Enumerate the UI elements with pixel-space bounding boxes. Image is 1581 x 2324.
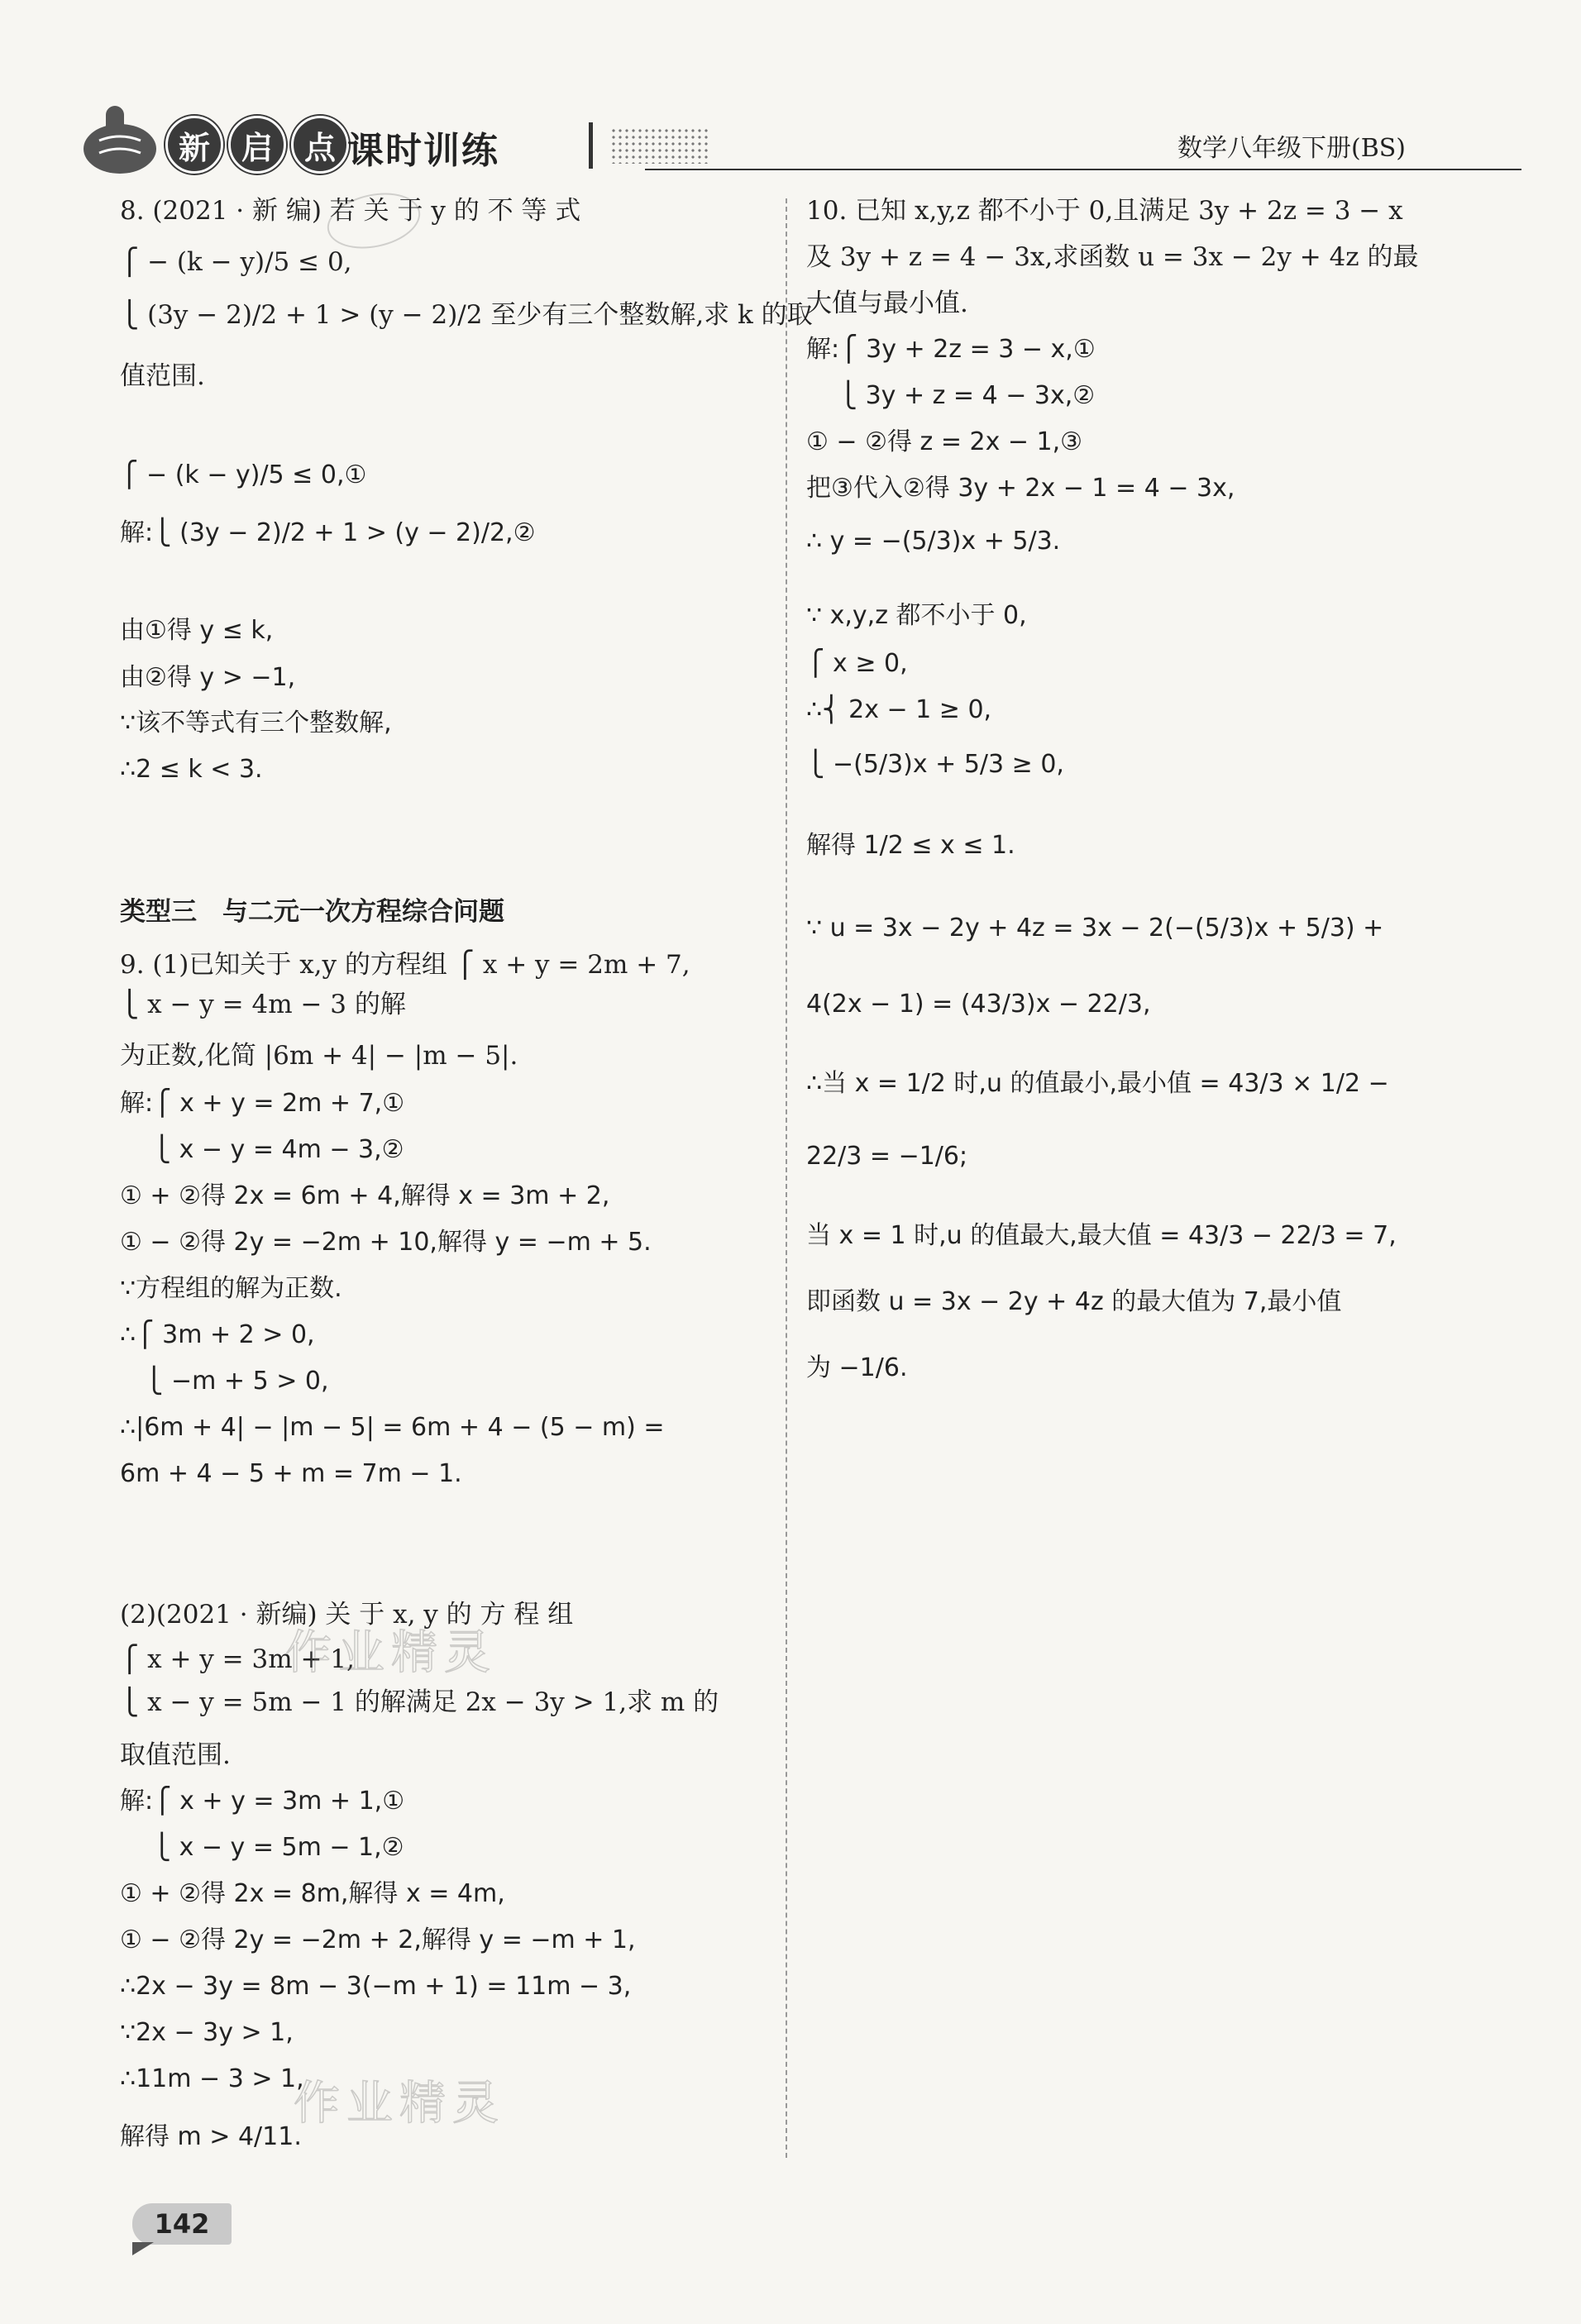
q9b-sol-4: ① − ②得 2y = −2m + 2,解得 y = −m + 1,	[120, 1926, 636, 1954]
q9b-line-2: ⎧ x + y = 3m + 1,	[120, 1644, 355, 1674]
q8-sol-1: ⎧ − (k − y)/5 ≤ 0,①	[120, 461, 367, 489]
q10-sol-1: 解:⎧ 3y + 2z = 3 − x,①	[806, 335, 1096, 364]
brand-char-3: 点	[291, 116, 349, 174]
q9a-sol-6: ∴⎧ 3m + 2 > 0,	[120, 1320, 315, 1349]
q9b-line-1: (2)(2021 · 新编) 关 于 x, y 的 方 程 组	[120, 1600, 574, 1630]
header-rule	[645, 169, 1521, 170]
brand-char-2: 启	[228, 116, 286, 174]
q8-line-2: ⎧ − (k − y)/5 ≤ 0,	[120, 247, 352, 277]
q10-sol-11: ∵ u = 3x − 2y + 4z = 3x − 2(−(5/3)x + 5/3) +	[806, 914, 1384, 942]
q9b-sol-2: ⎩ x − y = 5m − 1,②	[120, 1833, 404, 1862]
q10-sol-3: ① − ②得 z = 2x − 1,③	[806, 427, 1083, 456]
brand-char-1: 新	[165, 116, 223, 174]
q10-sol-12: 4(2x − 1) = (43/3)x − 22/3,	[806, 990, 1151, 1019]
q8-sol-6: ∴2 ≤ k < 3.	[120, 755, 263, 784]
q9a-line-1: 9. (1)已知关于 x,y 的方程组 ⎧ x + y = 2m + 7,	[120, 950, 690, 980]
q9a-line-3: 为正数,化简 |6m + 4| − |m − 5|.	[120, 1041, 518, 1071]
q9a-sol-5: ∵方程组的解为正数.	[120, 1274, 342, 1303]
q9b-sol-8: 解得 m > 4/11.	[120, 2122, 302, 2151]
q8-line-1: 8. (2021 · 新 编) 若 关 于 y 的 不 等 式	[120, 196, 581, 226]
q10-sol-9: ⎩ −(5/3)x + 5/3 ≥ 0,	[806, 750, 1064, 779]
q9a-sol-3: ① + ②得 2x = 6m + 4,解得 x = 3m + 2,	[120, 1181, 610, 1210]
q9a-sol-9: 6m + 4 − 5 + m = 7m − 1.	[120, 1459, 462, 1488]
q9b-sol-1: 解:⎧ x + y = 3m + 1,①	[120, 1787, 405, 1816]
q9b-sol-6: ∵2x − 3y > 1,	[120, 2018, 294, 2047]
q9b-line-4: 取值范围.	[120, 1740, 231, 1770]
brand-logo	[165, 116, 349, 174]
q9a-sol-2: ⎩ x − y = 4m − 3,②	[120, 1135, 404, 1164]
page-header	[74, 91, 1447, 182]
q10-sol-10: 解得 1/2 ≤ x ≤ 1.	[806, 831, 1015, 860]
q9b-sol-3: ① + ②得 2x = 8m,解得 x = 4m,	[120, 1879, 505, 1908]
q10-sol-16: 即函数 u = 3x − 2y + 4z 的最大值为 7,最小值	[806, 1287, 1342, 1316]
thumbs-up-icon	[74, 91, 165, 182]
q10-sol-2: ⎩ 3y + z = 4 − 3x,②	[806, 381, 1096, 410]
page-number: 142	[132, 2203, 232, 2245]
q9a-sol-4: ① − ②得 2y = −2m + 10,解得 y = −m + 5.	[120, 1228, 652, 1257]
section-heading: 类型三 与二元一次方程综合问题	[120, 897, 504, 927]
q10-sol-13: ∴当 x = 1/2 时,u 的值最小,最小值 = 43/3 × 1/2 −	[806, 1069, 1389, 1098]
q8-sol-3: 由①得 y ≤ k,	[120, 616, 274, 645]
q8-sol-5: ∵该不等式有三个整数解,	[120, 709, 392, 737]
q9a-sol-1: 解:⎧ x + y = 2m + 7,①	[120, 1089, 405, 1118]
q10-sol-14: 22/3 = −1/6;	[806, 1142, 968, 1171]
q10-line-1: 10. 已知 x,y,z 都不小于 0,且满足 3y + 2z = 3 − x	[806, 196, 1403, 226]
q10-sol-17: 为 −1/6.	[806, 1353, 908, 1382]
q8-line-3: ⎩ (3y − 2)/2 + 1 > (y − 2)/2 至少有三个整数解,求 k 的取	[120, 300, 813, 330]
q9a-sol-7: ⎩ −m + 5 > 0,	[120, 1367, 329, 1396]
watermark-2: 作业精灵	[294, 2077, 505, 2131]
q10-sol-4: 把③代入②得 3y + 2x − 1 = 4 − 3x,	[806, 474, 1235, 503]
brand-divider	[589, 122, 593, 169]
watermark-1: 作业精灵	[285, 1626, 497, 1680]
dot-pattern	[610, 127, 709, 164]
q10-sol-7: ⎧ x ≥ 0,	[806, 649, 908, 678]
q9b-line-3: ⎩ x − y = 5m − 1 的解满足 2x − 3y > 1,求 m 的	[120, 1687, 719, 1717]
q9b-sol-7: ∴11m − 3 > 1,	[120, 2064, 304, 2093]
q9a-line-2: ⎩ x − y = 4m − 3 的解	[120, 990, 406, 1019]
q10-line-2: 及 3y + z = 4 − 3x,求函数 u = 3x − 2y + 4z 的最	[806, 242, 1419, 272]
q8-line-4: 值范围.	[120, 361, 205, 391]
brand-title: 课时训练	[347, 130, 499, 172]
q10-sol-8: ∴⎨ 2x − 1 ≥ 0,	[806, 695, 992, 724]
q10-sol-6: ∵ x,y,z 都不小于 0,	[806, 601, 1027, 630]
q10-line-3: 大值与最小值.	[806, 289, 968, 318]
column-divider	[786, 198, 787, 2158]
q9a-sol-8: ∴|6m + 4| − |m − 5| = 6m + 4 − (5 − m) =	[120, 1413, 665, 1442]
book-name: 数学八年级下册(BS)	[1177, 134, 1406, 163]
page-number-tab	[132, 2242, 154, 2255]
q10-sol-15: 当 x = 1 时,u 的值最大,最大值 = 43/3 − 22/3 = 7,	[806, 1221, 1397, 1250]
q8-sol-2: 解:⎩ (3y − 2)/2 + 1 > (y − 2)/2,②	[120, 518, 536, 547]
q9b-sol-5: ∴2x − 3y = 8m − 3(−m + 1) = 11m − 3,	[120, 1972, 632, 2001]
q8-sol-4: 由②得 y > −1,	[120, 663, 296, 692]
q10-sol-5: ∴ y = −(5/3)x + 5/3.	[806, 527, 1061, 556]
